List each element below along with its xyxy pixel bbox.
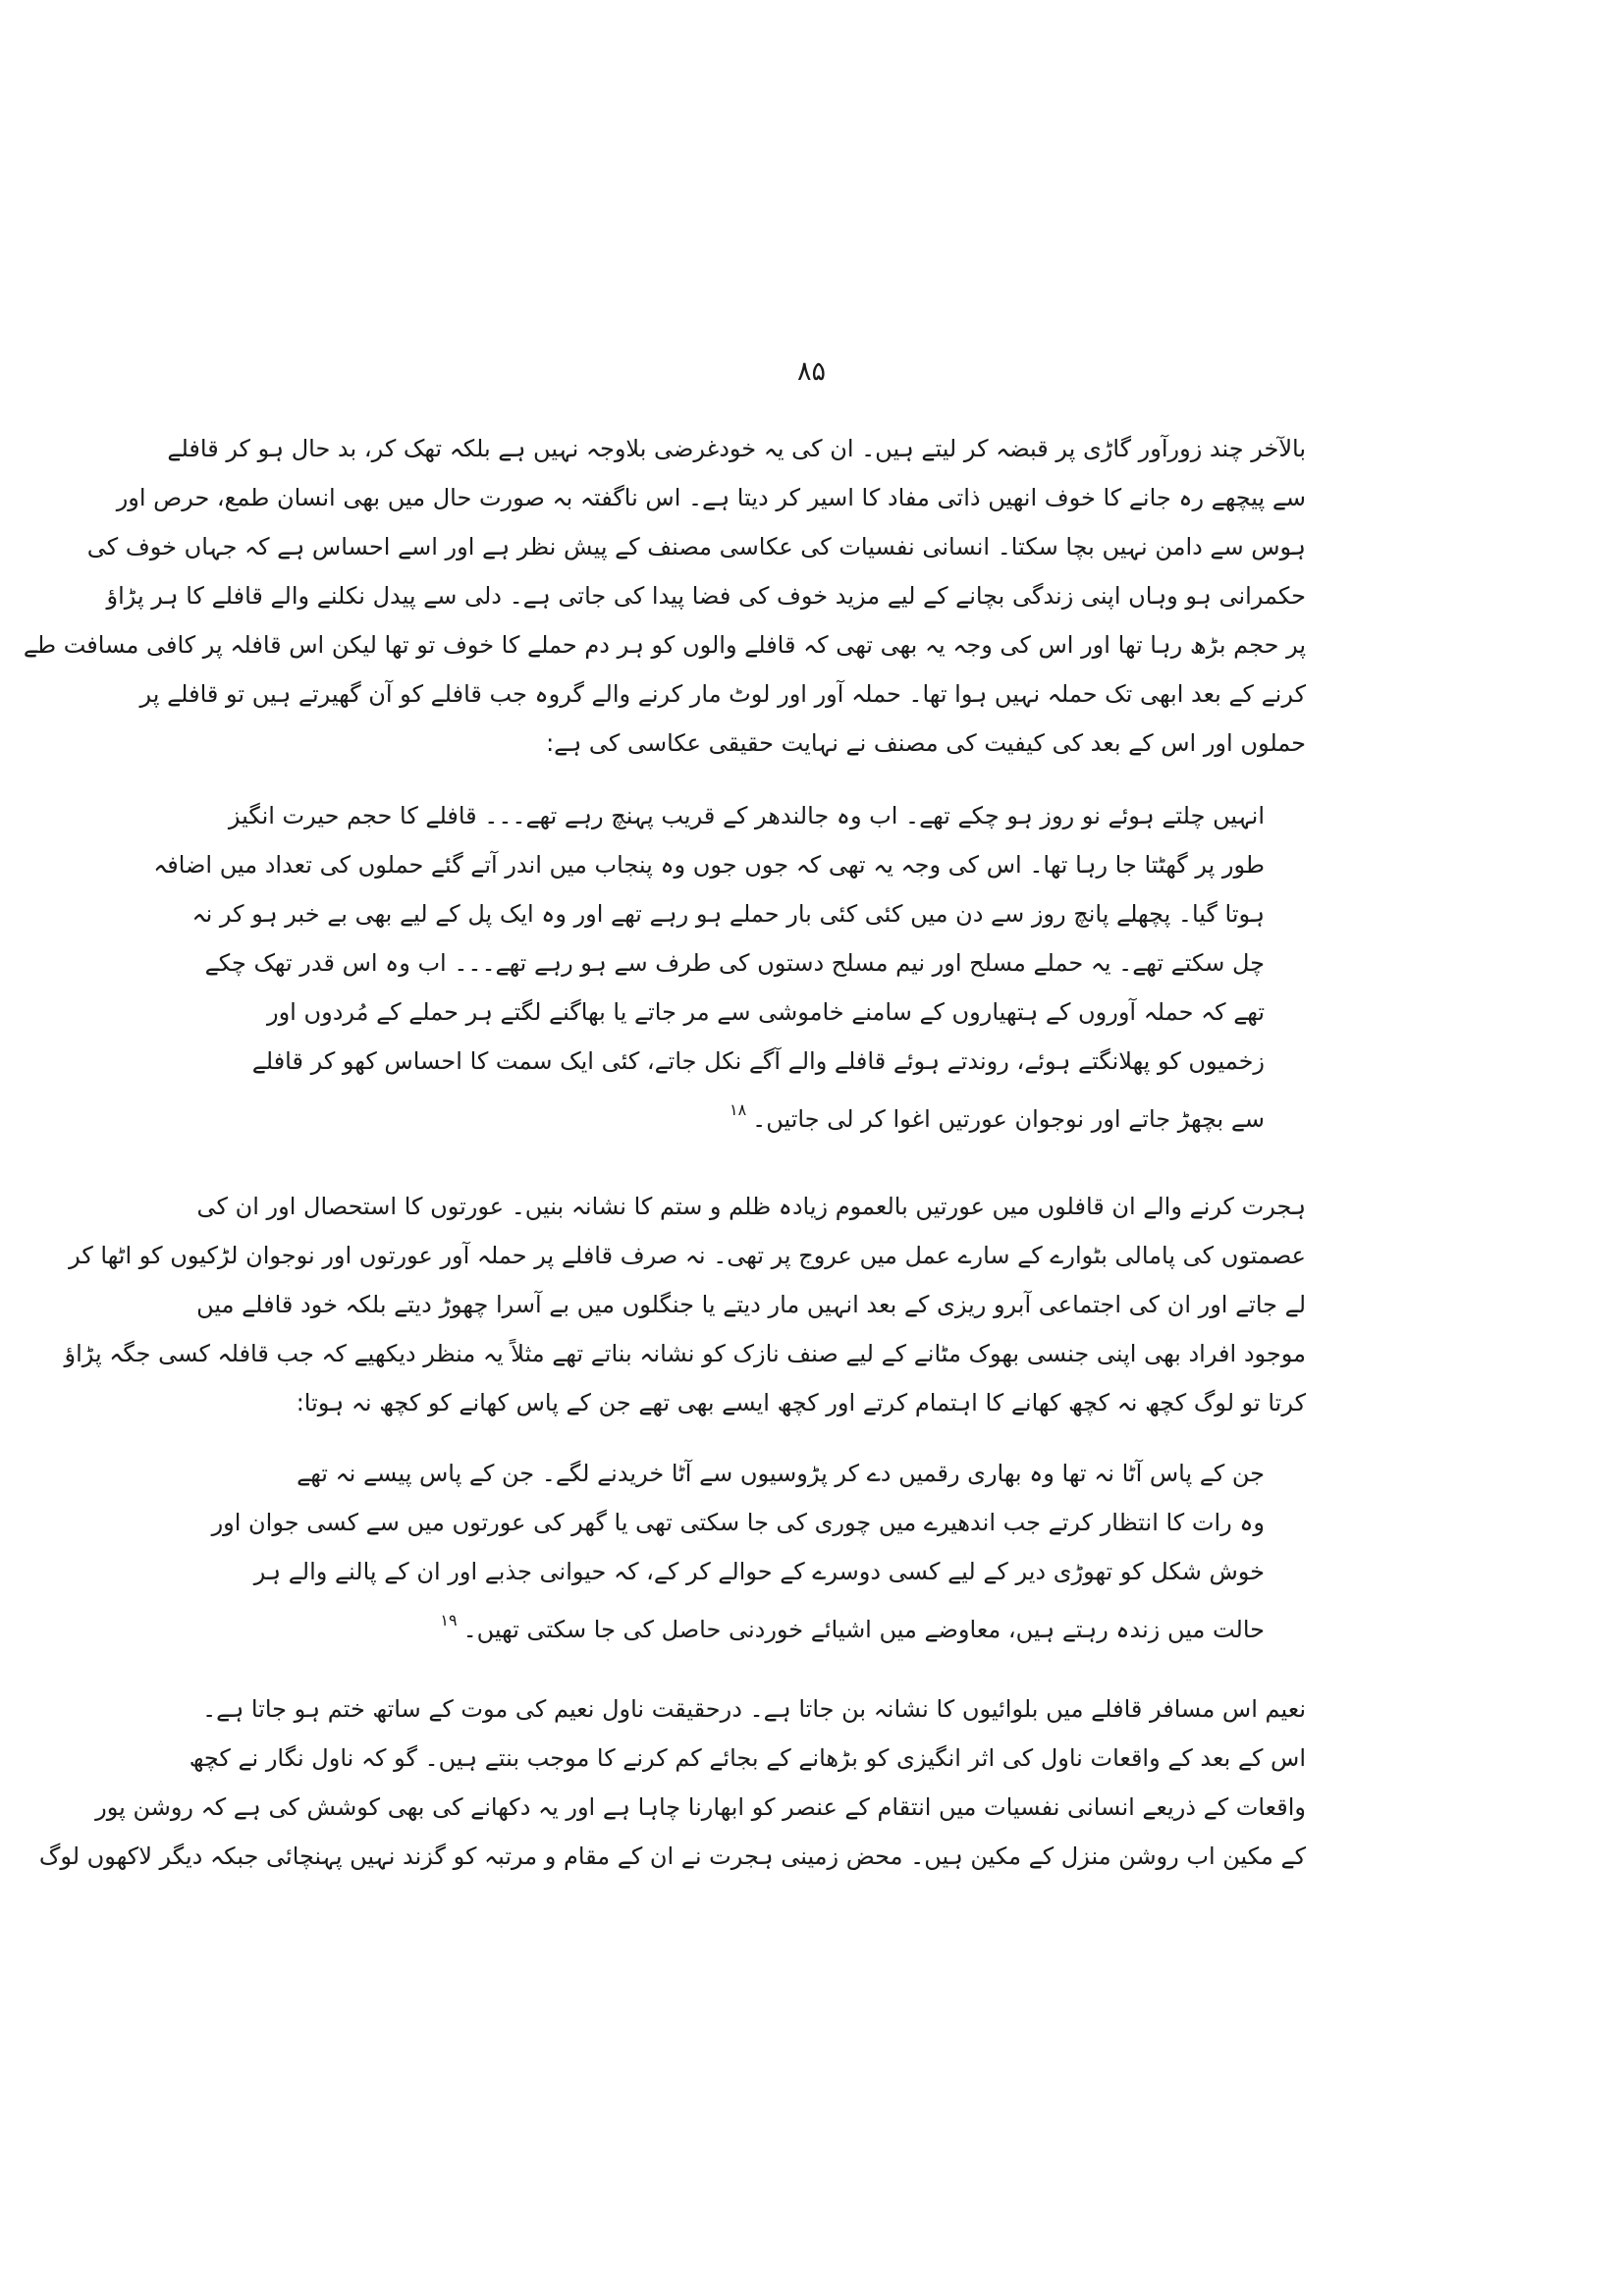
footnote-marker: ۱۸ — [729, 1100, 747, 1119]
text-line: حکمرانی ہو وہاں اپنی زندگی بچانے کے لیے مزید خوف کی فضا پیدا کی جاتی ہے۔ دلی سے پیدل نکلنے والے قافلے کا ہر پڑاؤ — [106, 582, 1306, 610]
quote-line-last — [377, 1596, 1265, 1645]
text-line: کرتا تو لوگ کچھ نہ کچھ کھانے کا اہتمام کرتے اور کچھ ایسے بھی تھے جن کے پاس کھانے کو کچھ نہ ہوتا: — [296, 1389, 1306, 1416]
text-line: سے پیچھے رہ جانے کا خوف انھیں ذاتی مفاد کا اسیر کر دیتا ہے۔ اس ناگفتہ بہ صورت حال میں بھی انسان طمع، حرص اور — [116, 484, 1306, 511]
quote-line: طور پر گھٹتا جا رہا تھا۔ اس کی وجہ یہ تھی کہ جوں جوں وہ پنجاب میں اندر آتے گئے حملوں کی تعداد میں اضافہ — [153, 851, 1265, 879]
text-line: کے مکین اب روشن منزل کے مکین ہیں۔ محض زمینی ہجرت نے ان کے مقام و مرتبہ کو گزند نہیں پہنچائی جبکہ دیگر لاکھوں لوگ — [38, 1842, 1306, 1870]
text-line: عصمتوں کی پامالی بٹوارے کے سارے عمل میں عروج پر تھی۔ نہ صرف قافلے پر حملہ آور عورتوں اور نوجوان لڑکیوں کو اٹھا کر — [69, 1242, 1306, 1269]
text-line: حملوں اور اس کے بعد کی کیفیت کی مصنف نے نہایت حقیقی عکاسی کی ہے: — [546, 729, 1306, 757]
quote-line: وہ رات کا انتظار کرتے جب اندھیرے میں چوری کی جا سکتی تھی یا گھر کی عورتوں میں سے کسی جوان اور — [211, 1509, 1265, 1536]
text-line: پر حجم بڑھ رہا تھا اور اس کی وجہ یہ بھی تھی کہ قافلے والوں کو ہر دم حملے کا خوف تو تھا لیکن اس قافلہ پر کافی مسافت طے — [23, 631, 1306, 659]
block-quote-2 — [211, 1449, 1265, 1645]
block-quote-1 — [153, 791, 1265, 1135]
text-line: لے جاتے اور ان کی اجتماعی آبرو ریزی کے بعد انہیں مار دیتے یا جنگلوں میں بے آسرا چھوڑ دیتے بلکہ خود قافلے میں — [196, 1291, 1306, 1318]
quote-line: چل سکتے تھے۔ یہ حملے مسلح اور نیم مسلح دستوں کی طرف سے ہو رہے تھے۔۔۔ اب وہ اس قدر تھک چکے — [204, 949, 1265, 977]
paragraph-3 — [38, 1684, 1306, 1881]
text-line: واقعات کے ذریعے انسانی نفسیات میں انتقام کے عنصر کو ابھارنا چاہا ہے اور یہ دکھانے کی بھی کوشش کی ہے کہ روشن پور — [95, 1793, 1306, 1821]
text-line: موجود افراد بھی اپنی جنسی بھوک مٹانے کے لیے صنف نازک کو نشانہ بناتے تھے مثلاً یہ منظر دیکھیے کہ جب قافلہ کسی جگہ پڑاؤ — [64, 1340, 1306, 1367]
text-line: اس کے بعد کے واقعات ناول کی اثر انگیزی کو بڑھانے کے بجائے کم کرنے کا موجب بنتے ہیں۔ گو کہ ناول نگار نے کچھ — [189, 1744, 1306, 1772]
text-line: بالآخر چند زورآور گاڑی پر قبضہ کر لیتے ہیں۔ ان کی یہ خودغرضی بلاوجہ نہیں ہے بلکہ تھک کر، بد حال ہو کر قافلے — [167, 435, 1306, 462]
page-number: ۸۵ — [796, 356, 826, 387]
quote-line: تھے کہ حملہ آوروں کے ہتھیاروں کے سامنے خاموشی سے مر جاتے یا بھاگنے لگتے ہر حملے کے مُردوں اور — [267, 998, 1265, 1026]
quote-line: زخمیوں کو پھلانگتے ہوئے، روندتے ہوئے قافلے والے آگے نکل جاتے، کئی ایک سمت کا احساس کھو کر قافلے — [251, 1047, 1265, 1075]
footnote-marker: ۱۹ — [440, 1611, 458, 1629]
text-line: ہوس سے دامن نہیں بچا سکتا۔ انسانی نفسیات کی عکاسی مصنف کے پیش نظر ہے اور اسے احساس ہے کہ جہاں خوف کی — [86, 533, 1306, 561]
quote-line-last — [377, 1086, 1265, 1135]
text-line: ہجرت کرنے والے ان قافلوں میں عورتیں بالعموم زیادہ ظلم و ستم کا نشانہ بنیں۔ عورتوں کا استحصال اور ان کی — [196, 1193, 1306, 1220]
paragraph-2 — [64, 1182, 1306, 1427]
text-line: کرنے کے بعد ابھی تک حملہ نہیں ہوا تھا۔ حملہ آور اور لوٹ مار کرنے والے گروہ جب قافلے کو آن گھیرتے ہیں تو قافلے پر — [139, 680, 1306, 708]
quote-line: ہوتا گیا۔ پچھلے پانچ روز سے دن میں کئی کئی بار حملے ہو رہے تھے اور وہ ایک پل کے لیے بھی بے خبر ہو کر نہ — [191, 900, 1265, 928]
quote-line-text: حالت میں زندہ رہتے ہیں، معاوضے میں اشیائے خوردنی حاصل کی جا سکتی تھیں۔ — [462, 1616, 1265, 1643]
text-line: نعیم اس مسافر قافلے میں بلوائیوں کا نشانہ بن جاتا ہے۔ درحقیقت ناول نعیم کی موت کے ساتھ ختم ہو جاتا ہے۔ — [202, 1695, 1306, 1723]
quote-line: جن کے پاس آٹا نہ تھا وہ بھاری رقمیں دے کر پڑوسیوں سے آٹا خریدنے لگے۔ جن کے پاس پیسے نہ تھے — [297, 1460, 1265, 1487]
quote-line-text: سے بچھڑ جاتے اور نوجوان عورتیں اغوا کر لی جاتیں۔ — [752, 1105, 1265, 1133]
paragraph-1 — [23, 424, 1306, 768]
quote-line: خوش شکل کو تھوڑی دیر کے لیے کسی دوسرے کے حوالے کر کے، کہ حیوانی جذبے اور ان کے پالنے والے ہر — [253, 1558, 1265, 1585]
quote-line: انہیں چلتے ہوئے نو روز ہو چکے تھے۔ اب وہ جالندھر کے قریب پہنچ رہے تھے۔۔۔ قافلے کا حجم حیرت انگیز — [228, 802, 1265, 829]
